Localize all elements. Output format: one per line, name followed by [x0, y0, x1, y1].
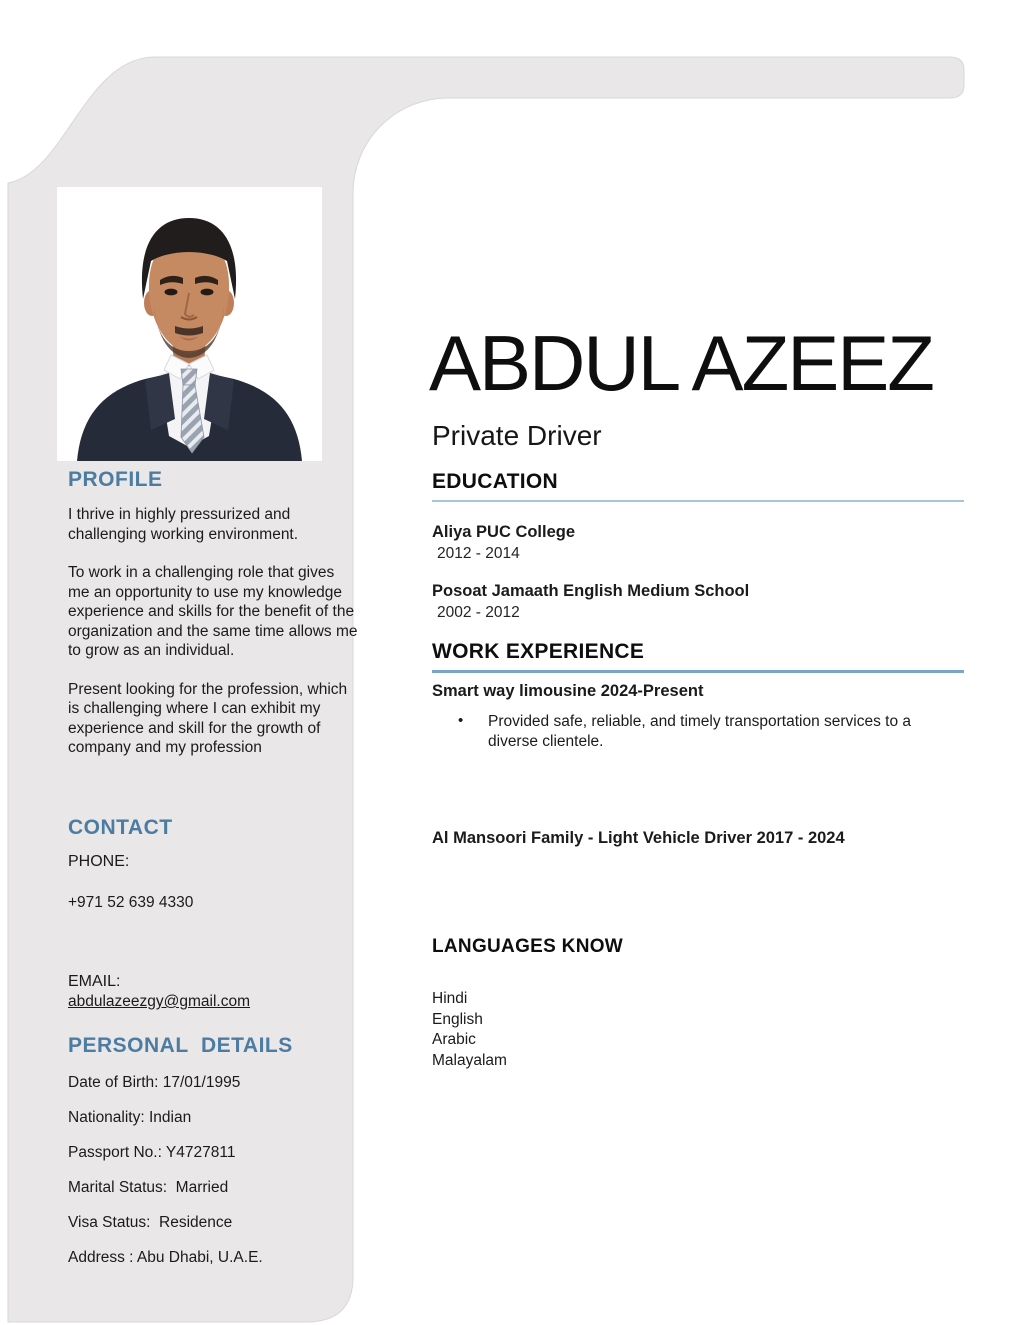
candidate-job-title: Private Driver [432, 420, 602, 451]
profile-section [68, 468, 358, 758]
candidate-name: ABDUL AZEEZ [429, 319, 933, 407]
education-years: 2002 - 2012 [437, 604, 520, 621]
education-years: 2012 - 2014 [437, 545, 520, 562]
profile-paragraph: I thrive in highly pressurized and challenging working environment. [68, 506, 299, 543]
language-item: English [432, 1010, 483, 1028]
profile-heading: PROFILE [68, 468, 163, 491]
detail-item: Visa Status: Residence [68, 1214, 233, 1231]
detail-item: Nationality: Indian [68, 1109, 192, 1126]
languages-heading: LANGUAGES KNOW [432, 936, 624, 957]
work-experience-heading: WORK EXPERIENCE [432, 640, 964, 673]
email-link[interactable]: abdulazeezgy@gmail.com [68, 993, 251, 1010]
job-entry-title: Smart way limousine 2024-Present [432, 682, 704, 700]
detail-item: Address : Abu Dhabi, U.A.E. [68, 1249, 263, 1266]
contact-heading: CONTACT [68, 816, 173, 839]
language-item: Hindi [432, 990, 468, 1007]
education-section [432, 470, 964, 622]
bullet-icon: • [458, 712, 464, 729]
detail-item: Marital Status: Married [68, 1179, 229, 1196]
profile-paragraph: To work in a challenging role that gives me an opportunity to use my knowledge experience and skills for the benefit of the organization and the same time allows me to grow as an individual. [68, 564, 358, 659]
language-item: Arabic [432, 1031, 476, 1048]
detail-item: Date of Birth: 17/01/1995 [68, 1074, 241, 1091]
email-block [68, 973, 358, 1011]
detail-item: Passport No.: Y4727811 [68, 1144, 236, 1161]
profile-paragraph: Present looking for the profession, which is challenging where I can exhibit my experience and skill for the growth of company and my profession [68, 680, 348, 756]
phone-label: PHONE: [68, 853, 130, 870]
work-experience-section [432, 640, 964, 752]
education-school: Aliya PUC College [432, 523, 576, 541]
education-heading: EDUCATION [432, 470, 964, 502]
portrait-photo-image [57, 187, 322, 461]
email-label: EMAIL: [68, 973, 121, 990]
portrait-photo [57, 187, 322, 461]
languages-list [432, 989, 964, 1071]
language-item: Malayalam [432, 1051, 507, 1069]
job-bullet-row [432, 712, 964, 752]
phone-number: +971 52 639 4330 [68, 894, 194, 911]
personal-details-heading: PERSONAL DETAILS [68, 1034, 293, 1057]
education-school: Posoat Jamaath English Medium School [432, 582, 750, 600]
languages-section [432, 936, 964, 1071]
contact-section [68, 816, 358, 912]
personal-details-section [68, 1034, 358, 1284]
job-bullet-text: Provided safe, reliable, and timely transportation services to a diverse clientele. [488, 713, 912, 750]
job-entry-title: Al Mansoori Family - Light Vehicle Driver 2017 - 2024 [432, 829, 845, 847]
